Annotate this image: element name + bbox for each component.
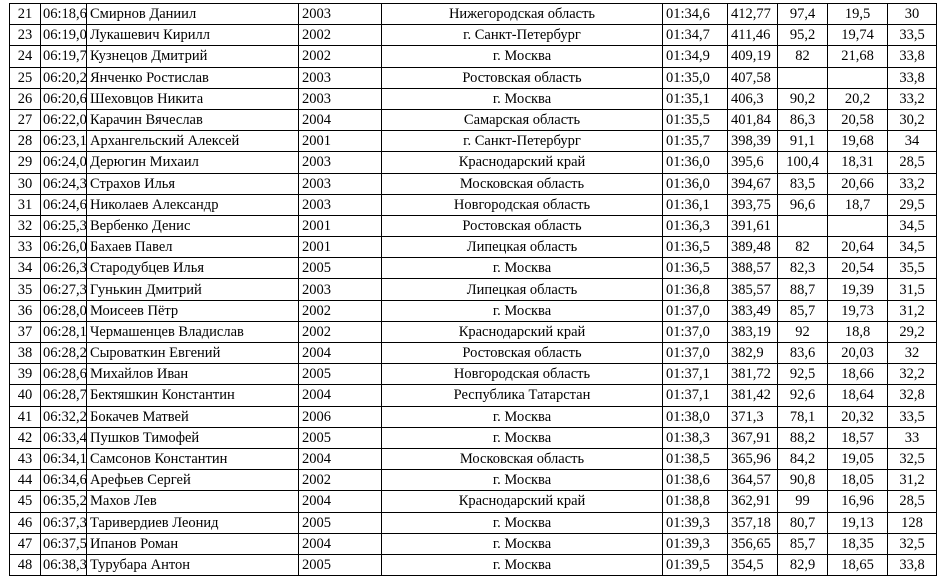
split-time-cell: 01:38,8 [663, 491, 728, 512]
time-cell: 06:34,1 [41, 448, 87, 469]
value-3-cell: 128 [888, 512, 937, 533]
athlete-name-cell: Арефьев Сергей [87, 470, 299, 491]
athlete-name-cell: Кузнецов Дмитрий [87, 46, 299, 67]
time-cell: 06:24,0 [41, 152, 87, 173]
split-time-cell: 01:36,0 [663, 152, 728, 173]
points-cell: 364,57 [728, 470, 778, 491]
value-3-cell: 33,8 [888, 67, 937, 88]
points-cell: 395,6 [728, 152, 778, 173]
athlete-name-cell: Бектяшкин Константин [87, 385, 299, 406]
value-2-cell [828, 67, 888, 88]
place-cell: 27 [10, 109, 41, 130]
value-1-cell [778, 67, 828, 88]
split-time-cell: 01:35,0 [663, 67, 728, 88]
region-cell: Липецкая область [382, 279, 663, 300]
athlete-name-cell: Гунькин Дмитрий [87, 279, 299, 300]
table-row [10, 237, 937, 258]
table-row [10, 321, 937, 342]
value-3-cell: 32,5 [888, 533, 937, 554]
birth-year-cell: 2004 [299, 491, 382, 512]
birth-year-cell: 2003 [299, 152, 382, 173]
value-2-cell: 20,64 [828, 237, 888, 258]
split-time-cell: 01:37,0 [663, 321, 728, 342]
value-2-cell: 20,2 [828, 88, 888, 109]
value-2-cell: 18,66 [828, 364, 888, 385]
birth-year-cell: 2002 [299, 321, 382, 342]
value-2-cell: 18,8 [828, 321, 888, 342]
value-2-cell: 18,31 [828, 152, 888, 173]
value-1-cell: 95,2 [778, 25, 828, 46]
value-3-cell: 33,8 [888, 554, 937, 575]
results-body [10, 4, 937, 576]
value-3-cell: 33,8 [888, 46, 937, 67]
time-cell: 06:28,7 [41, 385, 87, 406]
time-cell: 06:22,0 [41, 109, 87, 130]
place-cell: 44 [10, 470, 41, 491]
athlete-name-cell: Смирнов Даниил [87, 4, 299, 25]
value-3-cell: 31,5 [888, 279, 937, 300]
time-cell: 06:19,7 [41, 46, 87, 67]
value-1-cell: 82,9 [778, 554, 828, 575]
region-cell: г. Москва [382, 512, 663, 533]
value-1-cell: 85,7 [778, 300, 828, 321]
split-time-cell: 01:36,5 [663, 237, 728, 258]
athlete-name-cell: Чермашенцев Владислав [87, 321, 299, 342]
value-1-cell: 90,8 [778, 470, 828, 491]
value-3-cell: 32 [888, 343, 937, 364]
place-cell: 23 [10, 25, 41, 46]
table-row [10, 512, 937, 533]
split-time-cell: 01:34,6 [663, 4, 728, 25]
value-3-cell: 30,2 [888, 109, 937, 130]
table-row [10, 109, 937, 130]
points-cell: 391,61 [728, 215, 778, 236]
points-cell: 401,84 [728, 109, 778, 130]
place-cell: 35 [10, 279, 41, 300]
points-cell: 398,39 [728, 131, 778, 152]
region-cell: г. Москва [382, 470, 663, 491]
region-cell: Краснодарский край [382, 321, 663, 342]
value-1-cell: 86,3 [778, 109, 828, 130]
split-time-cell: 01:34,9 [663, 46, 728, 67]
split-time-cell: 01:36,0 [663, 173, 728, 194]
split-time-cell: 01:37,1 [663, 364, 728, 385]
points-cell: 412,77 [728, 4, 778, 25]
birth-year-cell: 2005 [299, 427, 382, 448]
value-2-cell: 16,96 [828, 491, 888, 512]
split-time-cell: 01:36,5 [663, 258, 728, 279]
value-1-cell: 82 [778, 46, 828, 67]
region-cell: Краснодарский край [382, 152, 663, 173]
birth-year-cell: 2002 [299, 46, 382, 67]
time-cell: 06:20,6 [41, 88, 87, 109]
time-cell: 06:35,2 [41, 491, 87, 512]
points-cell: 383,19 [728, 321, 778, 342]
points-cell: 411,46 [728, 25, 778, 46]
athlete-name-cell: Михайлов Иван [87, 364, 299, 385]
table-row [10, 470, 937, 491]
place-cell: 46 [10, 512, 41, 533]
split-time-cell: 01:39,3 [663, 512, 728, 533]
split-time-cell: 01:35,5 [663, 109, 728, 130]
table-row [10, 491, 937, 512]
place-cell: 38 [10, 343, 41, 364]
time-cell: 06:23,1 [41, 131, 87, 152]
athlete-name-cell: Архангельский Алексей [87, 131, 299, 152]
points-cell: 409,19 [728, 46, 778, 67]
athlete-name-cell: Таривердиев Леонид [87, 512, 299, 533]
value-3-cell: 28,5 [888, 152, 937, 173]
athlete-name-cell: Бахаев Павел [87, 237, 299, 258]
table-row [10, 554, 937, 575]
value-1-cell: 91,1 [778, 131, 828, 152]
time-cell: 06:32,2 [41, 406, 87, 427]
table-row [10, 215, 937, 236]
points-cell: 406,3 [728, 88, 778, 109]
value-2-cell: 19,13 [828, 512, 888, 533]
value-2-cell: 19,05 [828, 448, 888, 469]
value-2-cell: 18,64 [828, 385, 888, 406]
value-2-cell: 20,66 [828, 173, 888, 194]
place-cell: 26 [10, 88, 41, 109]
table-row [10, 448, 937, 469]
value-1-cell: 84,2 [778, 448, 828, 469]
place-cell: 30 [10, 173, 41, 194]
time-cell: 06:25,3 [41, 215, 87, 236]
value-2-cell: 20,03 [828, 343, 888, 364]
birth-year-cell: 2002 [299, 300, 382, 321]
region-cell: Нижегородская область [382, 4, 663, 25]
points-cell: 389,48 [728, 237, 778, 258]
value-3-cell: 34 [888, 131, 937, 152]
value-2-cell: 20,54 [828, 258, 888, 279]
place-cell: 36 [10, 300, 41, 321]
split-time-cell: 01:38,6 [663, 470, 728, 491]
points-cell: 371,3 [728, 406, 778, 427]
athlete-name-cell: Янченко Ростислав [87, 67, 299, 88]
split-time-cell: 01:36,1 [663, 194, 728, 215]
place-cell: 34 [10, 258, 41, 279]
athlete-name-cell: Стародубцев Илья [87, 258, 299, 279]
table-row [10, 194, 937, 215]
birth-year-cell: 2001 [299, 131, 382, 152]
table-row [10, 88, 937, 109]
value-1-cell: 99 [778, 491, 828, 512]
points-cell: 388,57 [728, 258, 778, 279]
value-1-cell: 88,7 [778, 279, 828, 300]
birth-year-cell: 2001 [299, 215, 382, 236]
value-3-cell: 33,2 [888, 173, 937, 194]
athlete-name-cell: Карачин Вячеслав [87, 109, 299, 130]
place-cell: 25 [10, 67, 41, 88]
birth-year-cell: 2006 [299, 406, 382, 427]
table-row [10, 173, 937, 194]
region-cell: г. Москва [382, 300, 663, 321]
table-row [10, 258, 937, 279]
athlete-name-cell: Самсонов Константин [87, 448, 299, 469]
points-cell: 381,72 [728, 364, 778, 385]
value-3-cell: 30 [888, 4, 937, 25]
region-cell: г. Москва [382, 258, 663, 279]
value-2-cell: 18,7 [828, 194, 888, 215]
time-cell: 06:20,2 [41, 67, 87, 88]
results-table [9, 3, 937, 576]
points-cell: 385,57 [728, 279, 778, 300]
value-1-cell: 90,2 [778, 88, 828, 109]
time-cell: 06:38,3 [41, 554, 87, 575]
region-cell: Самарская область [382, 109, 663, 130]
time-cell: 06:34,6 [41, 470, 87, 491]
points-cell: 381,42 [728, 385, 778, 406]
birth-year-cell: 2004 [299, 343, 382, 364]
points-cell: 356,65 [728, 533, 778, 554]
region-cell: г. Москва [382, 46, 663, 67]
region-cell: Республика Татарстан [382, 385, 663, 406]
value-3-cell: 28,5 [888, 491, 937, 512]
value-3-cell: 31,2 [888, 470, 937, 491]
time-cell: 06:24,6 [41, 194, 87, 215]
time-cell: 06:26,0 [41, 237, 87, 258]
table-row [10, 25, 937, 46]
value-1-cell: 83,5 [778, 173, 828, 194]
value-2-cell: 18,65 [828, 554, 888, 575]
place-cell: 33 [10, 237, 41, 258]
value-1-cell: 82,3 [778, 258, 828, 279]
table-row [10, 300, 937, 321]
value-1-cell [778, 215, 828, 236]
points-cell: 365,96 [728, 448, 778, 469]
value-3-cell: 33,5 [888, 25, 937, 46]
value-3-cell: 32,5 [888, 448, 937, 469]
value-3-cell: 33,2 [888, 88, 937, 109]
time-cell: 06:19,0 [41, 25, 87, 46]
time-cell: 06:28,6 [41, 364, 87, 385]
birth-year-cell: 2005 [299, 554, 382, 575]
value-2-cell: 20,58 [828, 109, 888, 130]
table-row [10, 4, 937, 25]
table-row [10, 67, 937, 88]
birth-year-cell: 2005 [299, 364, 382, 385]
split-time-cell: 01:38,0 [663, 406, 728, 427]
points-cell: 354,5 [728, 554, 778, 575]
value-1-cell: 97,4 [778, 4, 828, 25]
split-time-cell: 01:36,8 [663, 279, 728, 300]
value-1-cell: 96,6 [778, 194, 828, 215]
place-cell: 45 [10, 491, 41, 512]
birth-year-cell: 2003 [299, 279, 382, 300]
athlete-name-cell: Дерюгин Михаил [87, 152, 299, 173]
region-cell: Московская область [382, 173, 663, 194]
place-cell: 24 [10, 46, 41, 67]
value-3-cell: 35,5 [888, 258, 937, 279]
birth-year-cell: 2003 [299, 67, 382, 88]
split-time-cell: 01:34,7 [663, 25, 728, 46]
split-time-cell: 01:37,1 [663, 385, 728, 406]
value-3-cell: 32,2 [888, 364, 937, 385]
value-2-cell: 20,32 [828, 406, 888, 427]
birth-year-cell: 2003 [299, 194, 382, 215]
value-2-cell: 18,35 [828, 533, 888, 554]
table-row [10, 343, 937, 364]
points-cell: 362,91 [728, 491, 778, 512]
points-cell: 357,18 [728, 512, 778, 533]
region-cell: Липецкая область [382, 237, 663, 258]
place-cell: 28 [10, 131, 41, 152]
time-cell: 06:26,3 [41, 258, 87, 279]
athlete-name-cell: Николаев Александр [87, 194, 299, 215]
athlete-name-cell: Шеховцов Никита [87, 88, 299, 109]
birth-year-cell: 2001 [299, 237, 382, 258]
time-cell: 06:28,0 [41, 300, 87, 321]
value-1-cell: 85,7 [778, 533, 828, 554]
place-cell: 40 [10, 385, 41, 406]
place-cell: 32 [10, 215, 41, 236]
value-1-cell: 88,2 [778, 427, 828, 448]
value-2-cell: 18,05 [828, 470, 888, 491]
athlete-name-cell: Вербенко Денис [87, 215, 299, 236]
region-cell: Московская область [382, 448, 663, 469]
region-cell: Ростовская область [382, 67, 663, 88]
birth-year-cell: 2002 [299, 470, 382, 491]
time-cell: 06:33,4 [41, 427, 87, 448]
split-time-cell: 01:38,3 [663, 427, 728, 448]
value-1-cell: 82 [778, 237, 828, 258]
region-cell: г. Москва [382, 533, 663, 554]
split-time-cell: 01:36,3 [663, 215, 728, 236]
split-time-cell: 01:35,7 [663, 131, 728, 152]
value-1-cell: 83,6 [778, 343, 828, 364]
athlete-name-cell: Махов Лев [87, 491, 299, 512]
athlete-name-cell: Моисеев Пётр [87, 300, 299, 321]
athlete-name-cell: Лукашевич Кирилл [87, 25, 299, 46]
place-cell: 31 [10, 194, 41, 215]
table-row [10, 406, 937, 427]
value-3-cell: 31,2 [888, 300, 937, 321]
place-cell: 48 [10, 554, 41, 575]
birth-year-cell: 2004 [299, 533, 382, 554]
place-cell: 37 [10, 321, 41, 342]
region-cell: г. Санкт-Петербург [382, 131, 663, 152]
table-row [10, 427, 937, 448]
athlete-name-cell: Бокачев Матвей [87, 406, 299, 427]
birth-year-cell: 2003 [299, 173, 382, 194]
value-2-cell: 19,74 [828, 25, 888, 46]
region-cell: Новгородская область [382, 364, 663, 385]
split-time-cell: 01:37,0 [663, 343, 728, 364]
value-3-cell: 29,5 [888, 194, 937, 215]
birth-year-cell: 2004 [299, 385, 382, 406]
value-2-cell: 18,57 [828, 427, 888, 448]
time-cell: 06:18,6 [41, 4, 87, 25]
region-cell: г. Москва [382, 406, 663, 427]
region-cell: Ростовская область [382, 215, 663, 236]
value-2-cell: 19,5 [828, 4, 888, 25]
points-cell: 394,67 [728, 173, 778, 194]
value-2-cell: 21,68 [828, 46, 888, 67]
athlete-name-cell: Страхов Илья [87, 173, 299, 194]
split-time-cell: 01:37,0 [663, 300, 728, 321]
place-cell: 47 [10, 533, 41, 554]
points-cell: 367,91 [728, 427, 778, 448]
athlete-name-cell: Сыроваткин Евгений [87, 343, 299, 364]
value-1-cell: 92 [778, 321, 828, 342]
birth-year-cell: 2004 [299, 109, 382, 130]
table-row [10, 131, 937, 152]
value-3-cell: 33 [888, 427, 937, 448]
split-time-cell: 01:35,1 [663, 88, 728, 109]
region-cell: г. Москва [382, 88, 663, 109]
value-3-cell: 32,8 [888, 385, 937, 406]
place-cell: 42 [10, 427, 41, 448]
time-cell: 06:27,3 [41, 279, 87, 300]
table-row [10, 46, 937, 67]
value-2-cell [828, 215, 888, 236]
region-cell: Новгородская область [382, 194, 663, 215]
value-3-cell: 34,5 [888, 215, 937, 236]
place-cell: 43 [10, 448, 41, 469]
birth-year-cell: 2003 [299, 88, 382, 109]
table-row [10, 279, 937, 300]
value-1-cell: 92,5 [778, 364, 828, 385]
region-cell: г. Москва [382, 427, 663, 448]
points-cell: 393,75 [728, 194, 778, 215]
place-cell: 39 [10, 364, 41, 385]
athlete-name-cell: Турубара Антон [87, 554, 299, 575]
time-cell: 06:37,5 [41, 533, 87, 554]
place-cell: 21 [10, 4, 41, 25]
split-time-cell: 01:39,3 [663, 533, 728, 554]
time-cell: 06:28,1 [41, 321, 87, 342]
time-cell: 06:28,2 [41, 343, 87, 364]
value-2-cell: 19,68 [828, 131, 888, 152]
value-2-cell: 19,73 [828, 300, 888, 321]
table-row [10, 533, 937, 554]
value-3-cell: 34,5 [888, 237, 937, 258]
value-1-cell: 100,4 [778, 152, 828, 173]
value-3-cell: 33,5 [888, 406, 937, 427]
points-cell: 382,9 [728, 343, 778, 364]
birth-year-cell: 2005 [299, 258, 382, 279]
time-cell: 06:37,3 [41, 512, 87, 533]
value-3-cell: 29,2 [888, 321, 937, 342]
value-2-cell: 19,39 [828, 279, 888, 300]
value-1-cell: 80,7 [778, 512, 828, 533]
table-row [10, 364, 937, 385]
points-cell: 383,49 [728, 300, 778, 321]
value-1-cell: 78,1 [778, 406, 828, 427]
table-row [10, 152, 937, 173]
region-cell: г. Санкт-Петербург [382, 25, 663, 46]
split-time-cell: 01:39,5 [663, 554, 728, 575]
split-time-cell: 01:38,5 [663, 448, 728, 469]
region-cell: Краснодарский край [382, 491, 663, 512]
time-cell: 06:24,3 [41, 173, 87, 194]
value-1-cell: 92,6 [778, 385, 828, 406]
region-cell: г. Москва [382, 554, 663, 575]
birth-year-cell: 2005 [299, 512, 382, 533]
points-cell: 407,58 [728, 67, 778, 88]
birth-year-cell: 2002 [299, 25, 382, 46]
athlete-name-cell: Пушков Тимофей [87, 427, 299, 448]
birth-year-cell: 2003 [299, 4, 382, 25]
region-cell: Ростовская область [382, 343, 663, 364]
birth-year-cell: 2004 [299, 448, 382, 469]
table-row [10, 385, 937, 406]
place-cell: 41 [10, 406, 41, 427]
athlete-name-cell: Ипанов Роман [87, 533, 299, 554]
place-cell: 29 [10, 152, 41, 173]
